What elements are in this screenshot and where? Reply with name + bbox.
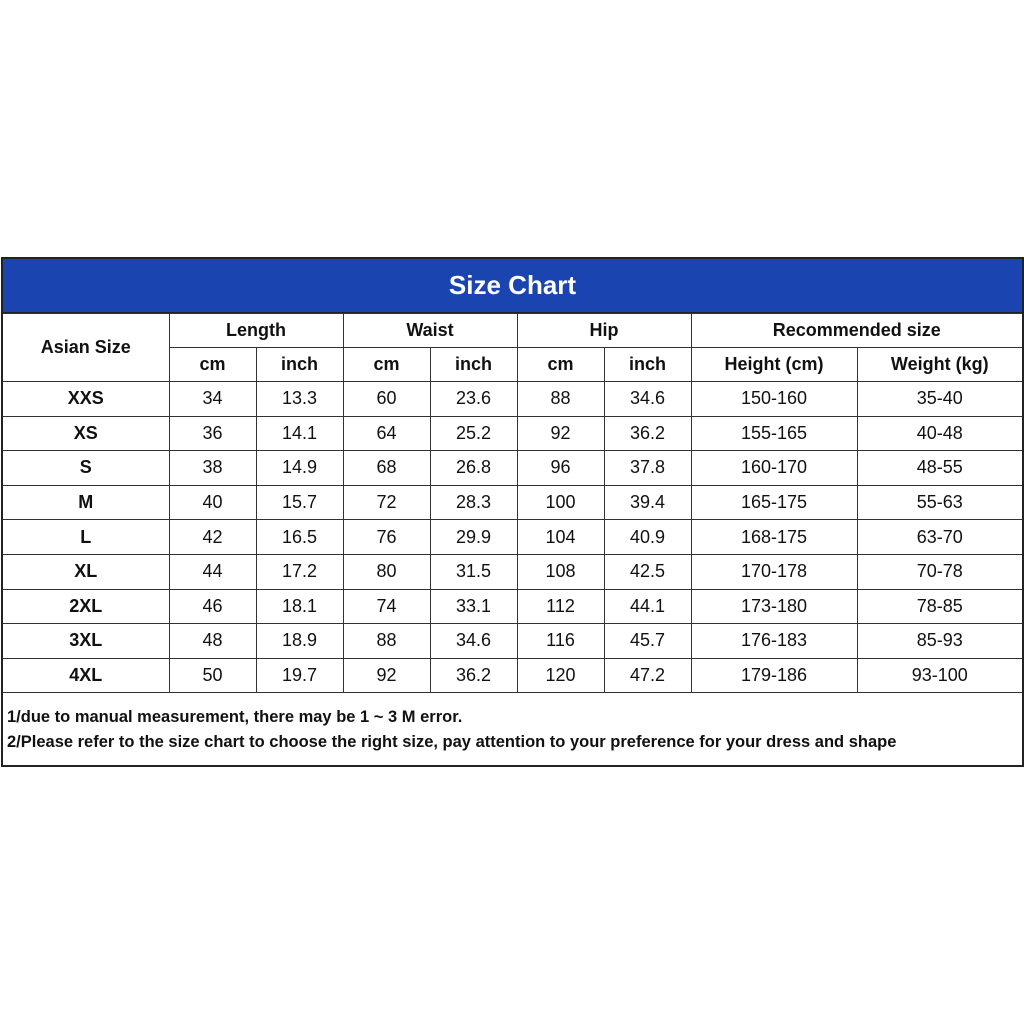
weight-cell: 85-93	[857, 624, 1022, 659]
waist-cm-cell: 80	[343, 554, 430, 589]
waist-inch-cell: 28.3	[430, 485, 517, 520]
hip-inch-cell: 45.7	[604, 624, 691, 659]
header-height: Height (cm)	[691, 348, 857, 382]
length-inch-cell: 13.3	[256, 382, 343, 417]
length-inch-cell: 18.1	[256, 589, 343, 624]
waist-cm-cell: 92	[343, 658, 430, 693]
length-inch-cell: 15.7	[256, 485, 343, 520]
waist-inch-cell: 34.6	[430, 624, 517, 659]
header-length: Length	[169, 314, 343, 348]
weight-cell: 48-55	[857, 451, 1022, 486]
size-label: XXS	[3, 382, 169, 417]
hip-inch-cell: 36.2	[604, 416, 691, 451]
hip-inch-cell: 39.4	[604, 485, 691, 520]
table-row	[3, 589, 1022, 624]
height-cell: 165-175	[691, 485, 857, 520]
weight-cell: 93-100	[857, 658, 1022, 693]
hip-cm-cell: 112	[517, 589, 604, 624]
hip-inch-cell: 40.9	[604, 520, 691, 555]
length-cm-cell: 44	[169, 554, 256, 589]
height-cell: 170-178	[691, 554, 857, 589]
header-length-cm: cm	[169, 348, 256, 382]
length-cm-cell: 46	[169, 589, 256, 624]
waist-inch-cell: 25.2	[430, 416, 517, 451]
height-cell: 150-160	[691, 382, 857, 417]
waist-inch-cell: 31.5	[430, 554, 517, 589]
note-2: 2/Please refer to the size chart to choose the right size, pay attention to your preference for your dress and shape	[7, 733, 897, 752]
length-cm-cell: 42	[169, 520, 256, 555]
waist-inch-cell: 29.9	[430, 520, 517, 555]
header-weight: Weight (kg)	[857, 348, 1022, 382]
waist-inch-cell: 33.1	[430, 589, 517, 624]
table-row	[3, 554, 1022, 589]
waist-cm-cell: 76	[343, 520, 430, 555]
weight-cell: 35-40	[857, 382, 1022, 417]
size-label: S	[3, 451, 169, 486]
table-row	[3, 520, 1022, 555]
hip-inch-cell: 37.8	[604, 451, 691, 486]
table-row	[3, 382, 1022, 417]
hip-cm-cell: 88	[517, 382, 604, 417]
weight-cell: 55-63	[857, 485, 1022, 520]
hip-inch-cell: 42.5	[604, 554, 691, 589]
hip-inch-cell: 47.2	[604, 658, 691, 693]
hip-cm-cell: 116	[517, 624, 604, 659]
table-row	[3, 416, 1022, 451]
header-length-inch: inch	[256, 348, 343, 382]
waist-cm-cell: 72	[343, 485, 430, 520]
header-waist: Waist	[343, 314, 517, 348]
height-cell: 168-175	[691, 520, 857, 555]
length-cm-cell: 40	[169, 485, 256, 520]
hip-cm-cell: 104	[517, 520, 604, 555]
length-cm-cell: 36	[169, 416, 256, 451]
height-cell: 160-170	[691, 451, 857, 486]
table-row	[3, 658, 1022, 693]
size-label: 3XL	[3, 624, 169, 659]
hip-inch-cell: 44.1	[604, 589, 691, 624]
size-label: XS	[3, 416, 169, 451]
size-label: 2XL	[3, 589, 169, 624]
hip-cm-cell: 96	[517, 451, 604, 486]
size-table	[3, 313, 1022, 693]
height-cell: 176-183	[691, 624, 857, 659]
waist-cm-cell: 74	[343, 589, 430, 624]
table-row	[3, 451, 1022, 486]
waist-cm-cell: 88	[343, 624, 430, 659]
notes	[3, 693, 1022, 755]
height-cell: 179-186	[691, 658, 857, 693]
length-inch-cell: 14.9	[256, 451, 343, 486]
size-label: L	[3, 520, 169, 555]
header-asian-size: Asian Size	[3, 314, 169, 382]
note-1: 1/due to manual measurement, there may be 1 ~ 3 M error.	[7, 708, 463, 727]
size-chart	[1, 257, 1024, 767]
size-label: XL	[3, 554, 169, 589]
waist-cm-cell: 60	[343, 382, 430, 417]
length-cm-cell: 50	[169, 658, 256, 693]
hip-cm-cell: 108	[517, 554, 604, 589]
header-hip-cm: cm	[517, 348, 604, 382]
waist-inch-cell: 26.8	[430, 451, 517, 486]
hip-cm-cell: 92	[517, 416, 604, 451]
header-recommended: Recommended size	[691, 314, 1022, 348]
weight-cell: 40-48	[857, 416, 1022, 451]
weight-cell: 63-70	[857, 520, 1022, 555]
waist-inch-cell: 36.2	[430, 658, 517, 693]
hip-cm-cell: 120	[517, 658, 604, 693]
height-cell: 173-180	[691, 589, 857, 624]
waist-cm-cell: 64	[343, 416, 430, 451]
size-label: M	[3, 485, 169, 520]
length-cm-cell: 34	[169, 382, 256, 417]
waist-cm-cell: 68	[343, 451, 430, 486]
length-inch-cell: 19.7	[256, 658, 343, 693]
header-hip-inch: inch	[604, 348, 691, 382]
chart-title: Size Chart	[3, 259, 1022, 313]
table-row	[3, 485, 1022, 520]
height-cell: 155-165	[691, 416, 857, 451]
header-hip: Hip	[517, 314, 691, 348]
length-inch-cell: 16.5	[256, 520, 343, 555]
waist-inch-cell: 23.6	[430, 382, 517, 417]
hip-cm-cell: 100	[517, 485, 604, 520]
length-cm-cell: 38	[169, 451, 256, 486]
header-row-top	[3, 314, 1022, 348]
table-row	[3, 624, 1022, 659]
hip-inch-cell: 34.6	[604, 382, 691, 417]
length-inch-cell: 14.1	[256, 416, 343, 451]
length-inch-cell: 17.2	[256, 554, 343, 589]
header-waist-cm: cm	[343, 348, 430, 382]
weight-cell: 78-85	[857, 589, 1022, 624]
length-cm-cell: 48	[169, 624, 256, 659]
weight-cell: 70-78	[857, 554, 1022, 589]
length-inch-cell: 18.9	[256, 624, 343, 659]
size-label: 4XL	[3, 658, 169, 693]
header-waist-inch: inch	[430, 348, 517, 382]
